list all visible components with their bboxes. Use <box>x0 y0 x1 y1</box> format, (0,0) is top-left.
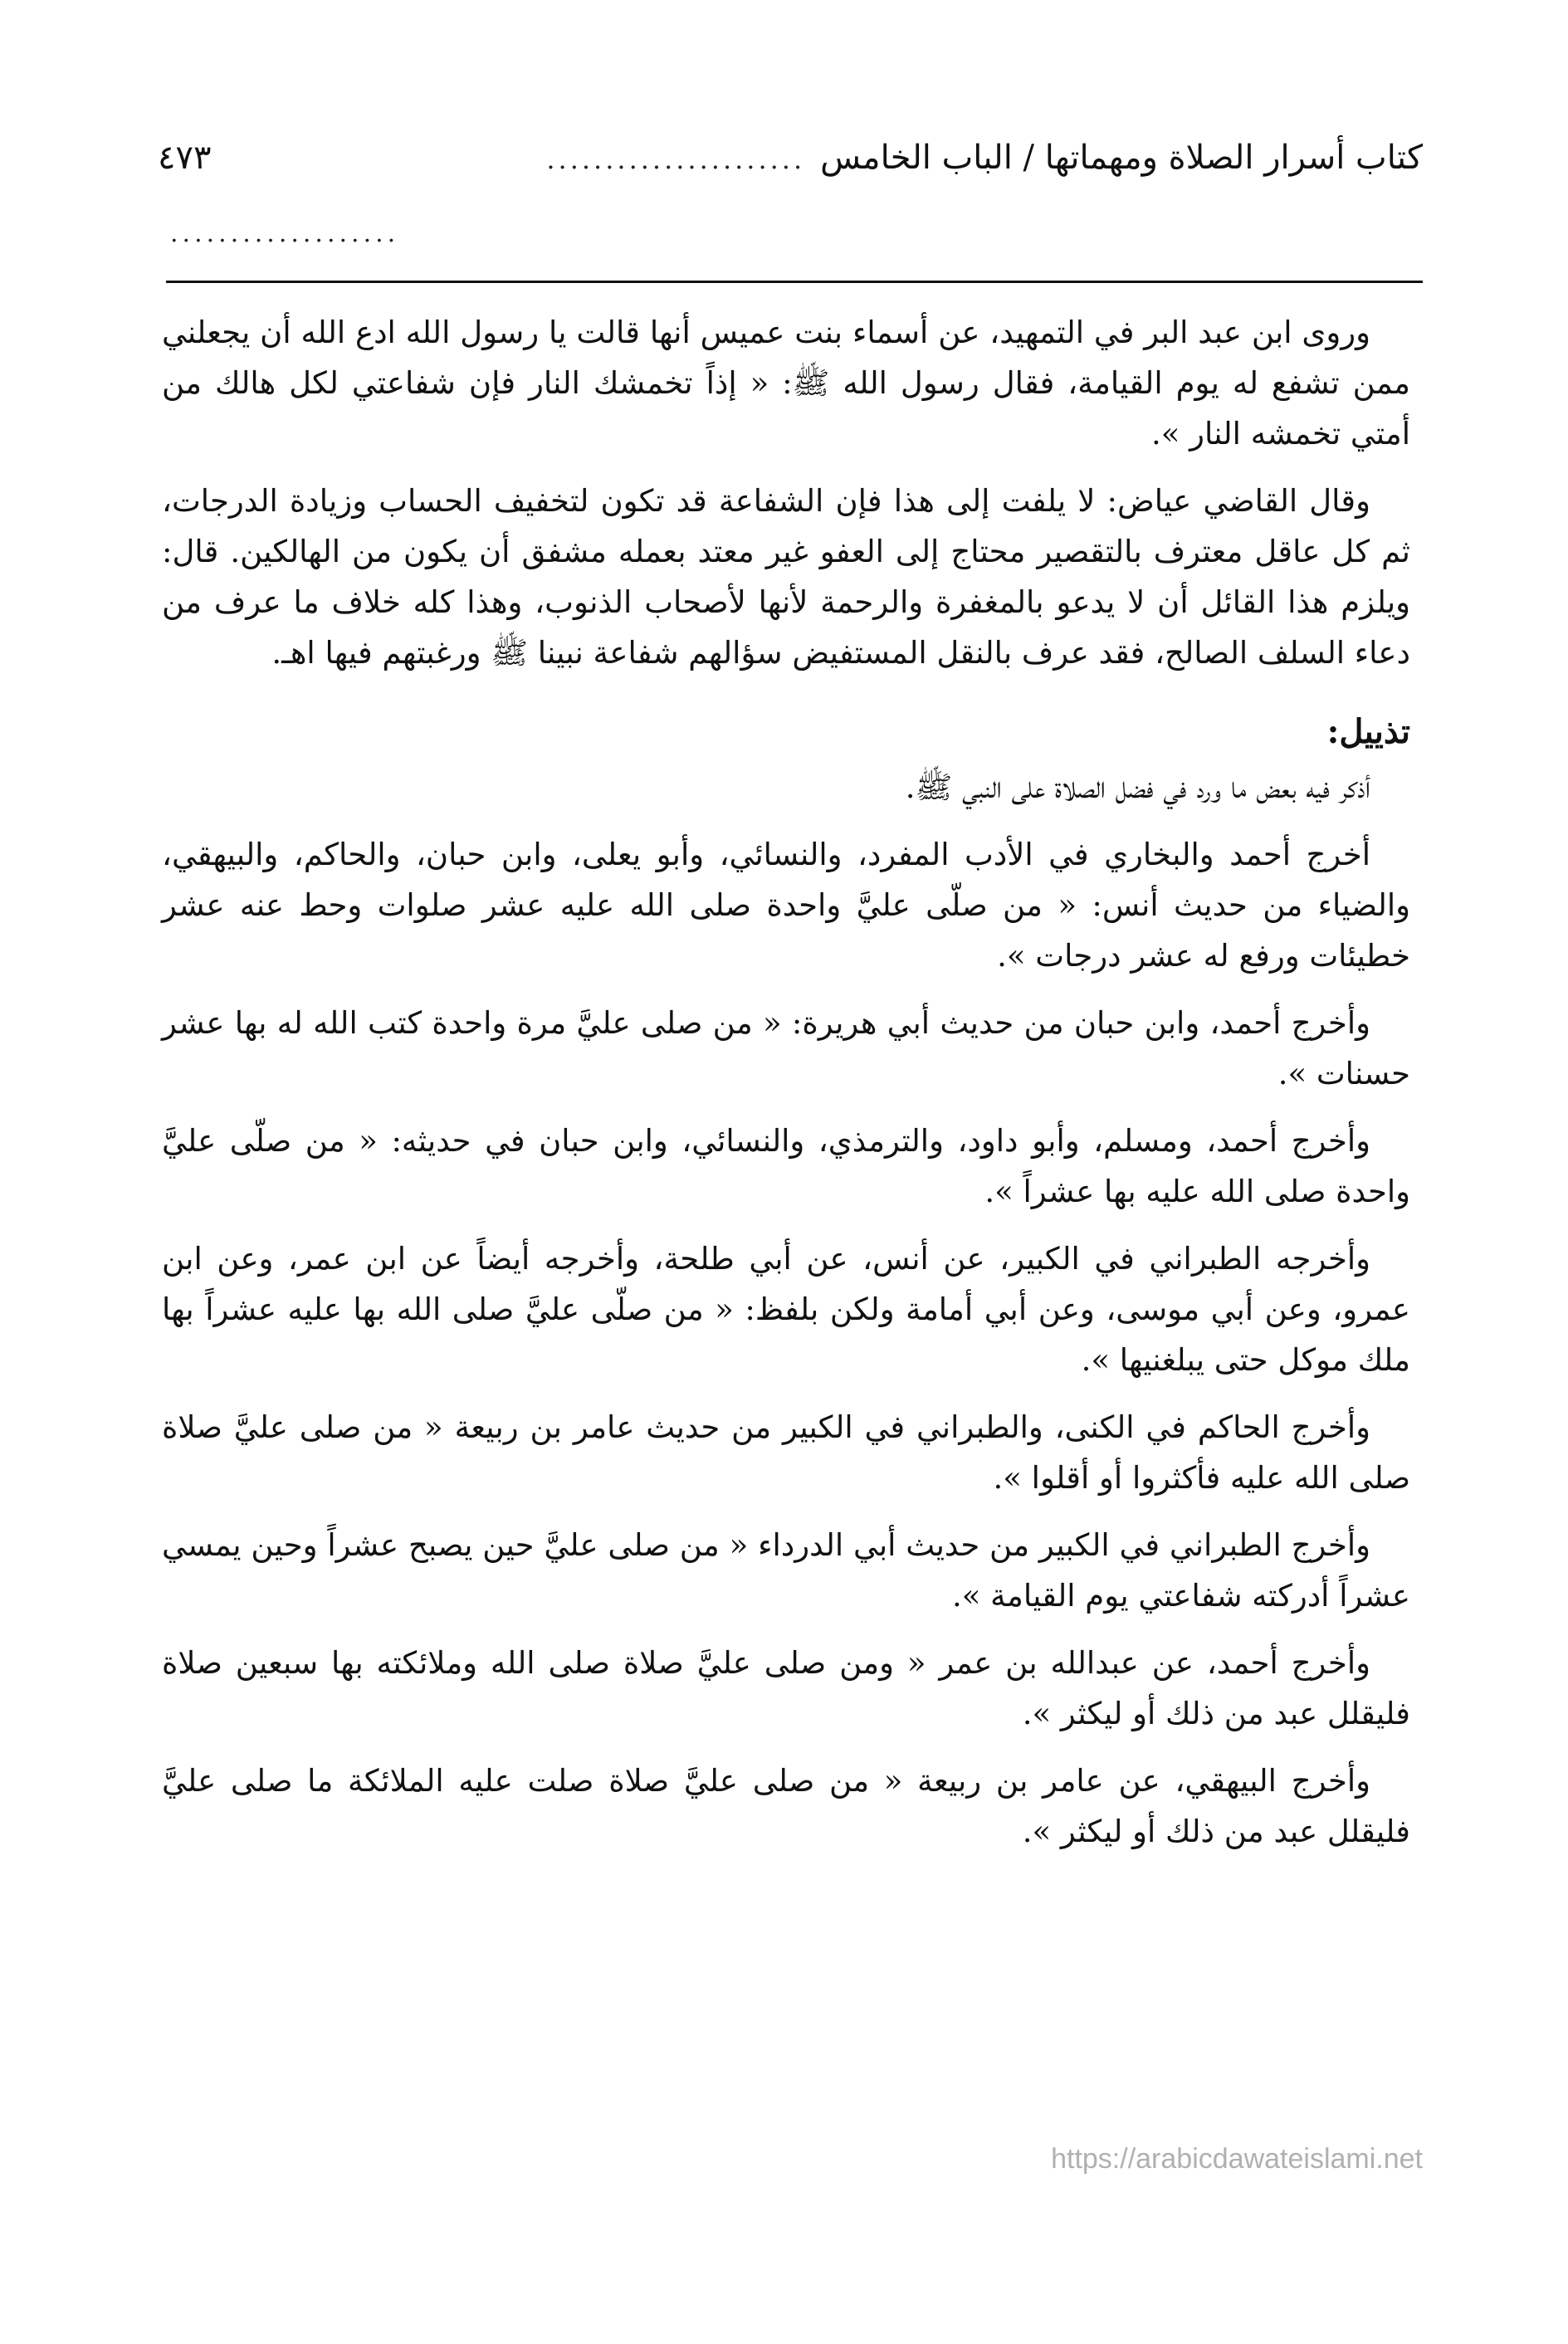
header-divider <box>166 281 1423 283</box>
section-paragraph: وأخرج الحاكم في الكنى، والطبراني في الكبير من حديث عامر بن ربيعة « من صلى عليَّ صلاة صلى الله عليه فأكثروا أو أقلوا ». <box>162 1409 1410 1496</box>
page-number: ٤٧٣ <box>158 139 212 177</box>
watermark-url: https://arabicdawateislami.net <box>1051 2143 1423 2175</box>
body-text <box>162 307 1410 1873</box>
section-heading: تذييل: <box>1326 712 1410 751</box>
header-dot-leader-second: ................... <box>170 219 400 248</box>
section-paragraph: أخرج أحمد والبخاري في الأدب المفرد، والنسائي، وأبو يعلى، وابن حبان، والحاكم، والبيهقي، والضياء من حديث أنس: « من صلّى عليَّ واحدة صلى الله عليه عشر صلوات وحط عنه عشر خطيئات ورفع له عشر درجات ». <box>162 837 1410 974</box>
section-paragraph: وأخرج البيهقي، عن عامر بن ربيعة « من صلى عليَّ صلاة صلت عليه الملائكة ما صلى عليَّ فليقلل عبد من ذلك أو ليكثر ». <box>162 1763 1410 1849</box>
section-paragraph: وأخرج أحمد، ومسلم، وأبو داود، والترمذي، والنسائي، وابن حبان في حديثه: « من صلّى عليَّ واحدة صلى الله عليه بها عشراً ». <box>162 1123 1410 1209</box>
section-paragraph: أذكر فيه بعض ما ورد في فضل الصلاة على النبي ﷺ. <box>905 769 1370 805</box>
running-header <box>158 125 1423 191</box>
section-paragraph: وأخرج الطبراني في الكبير من حديث أبي الدرداء « من صلى عليَّ حين يصبح عشراً وحين يمسي عشراً أدركته شفاعتي يوم القيامة ». <box>162 1527 1410 1614</box>
section-paragraph: وأخرج أحمد، وابن حبان من حديث أبي هريرة: « من صلى عليَّ مرة واحدة كتب الله له بها عشر حسنات ». <box>162 1005 1410 1091</box>
section-paragraph: وأخرج أحمد، عن عبدالله بن عمر « ومن صلى عليَّ صلاة صلى الله وملائكته بها سبعين صلاة فليقلل عبد من ذلك أو ليكثر ». <box>162 1645 1410 1731</box>
section-paragraph: وأخرجه الطبراني في الكبير، عن أنس، عن أبي طلحة، وأخرجه أيضاً عن ابن عمر، وعن ابن عمرو، وعن أبي موسى، وعن أبي أمامة ولكن بلفظ: « من صلّى عليَّ صلى الله بها عليه عشراً بها ملك موكل حتى يبلغنيها ». <box>162 1241 1410 1378</box>
header-dot-leader: ...................... <box>546 144 806 175</box>
paragraph-qadi-iyad: وقال القاضي عياض: لا يلفت إلى هذا فإن الشفاعة قد تكون لتخفيف الحساب وزيادة الدرجات، ثم كل عاقل معترف بالتقصير محتاج إلى العفو غير معتد بعمله مشفق أن يكون من الهالكين. قال: ويلزم هذا القائل أن لا يدعو بالمغفرة والرحمة لأنها لأصحاب الذنوب، وهذا كله خلاف ما عرف من دعاء السلف الصالح، فقد عرف بالنقل المستفيض سؤالهم شفاعة نبينا ﷺ ورغبتهم فيها اهـ. <box>162 483 1410 671</box>
header-title: كتاب أسرار الصلاة ومهماتها / الباب الخامس <box>820 139 1423 177</box>
paragraph-ibn-abd-al-barr: وروى ابن عبد البر في التمهيد، عن أسماء بنت عميس أنها قالت يا رسول الله ادع الله أن يجعلني ممن تشفع له يوم القيامة، فقال رسول الله ﷺ: « إذاً تخمشك النار فإن شفاعتي لكل هالك من أمتي تخمشه النار ». <box>162 315 1410 452</box>
